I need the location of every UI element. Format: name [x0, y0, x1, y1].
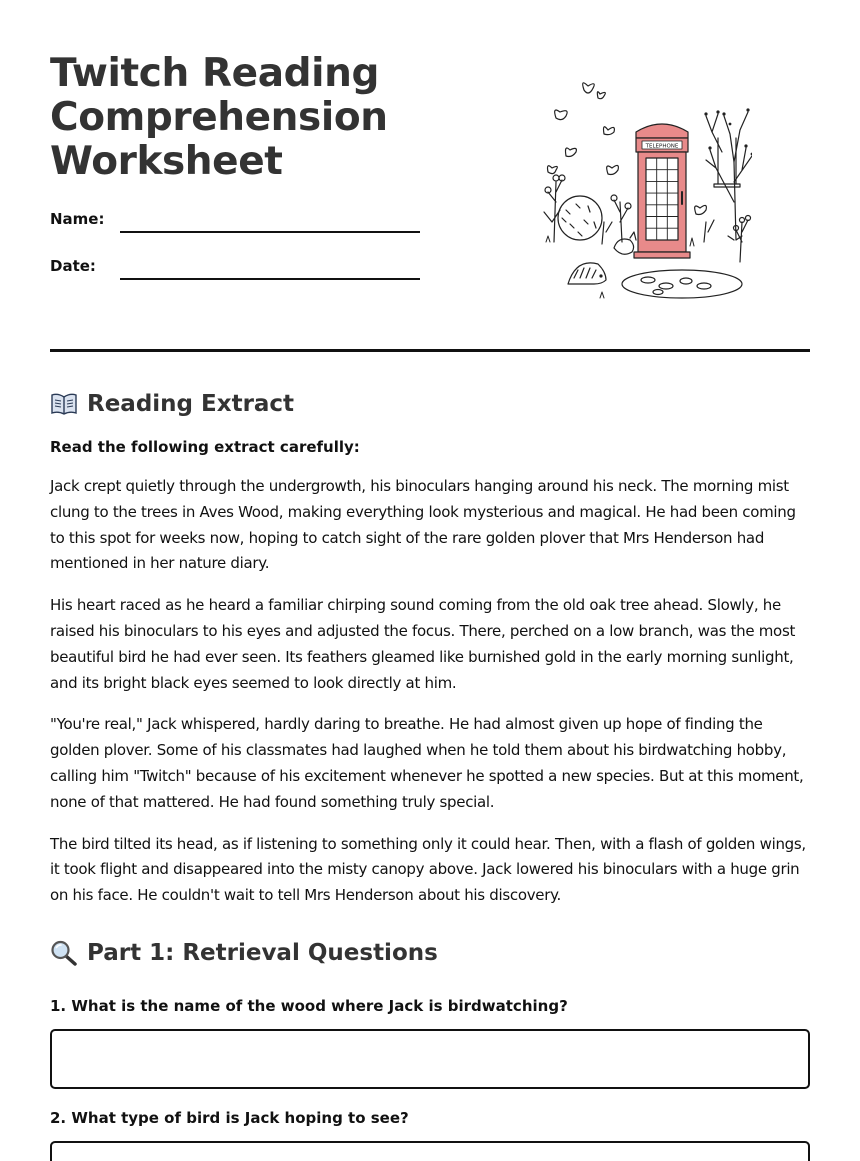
extract-paragraph: "You're real," Jack whispered, hardly daring to breathe. He had almost given up hope of finding the golden plover. Some of his classmates had laughed when he told them about his birdwatching hobby, calling him "Twitch" because of his excitement whenever he spotted a new species. But at this moment, none of that mattered. He had found something truly special.	[50, 715, 804, 811]
lily-pads	[641, 277, 711, 295]
reading-extract-section	[50, 380, 810, 909]
extract-paragraph: Jack crept quietly through the undergrowth, his binoculars hanging around his neck. The morning mist clung to the trees in Aves Wood, making everything look mysterious and magical. He had been coming to this spot for weeks now, hoping to catch sight of the rare golden plover that Mrs Henderson had mentioned in her nature diary.	[50, 477, 796, 573]
garden-illustration	[490, 72, 752, 302]
pond-shape	[622, 270, 742, 298]
extract-paragraph: His heart raced as he heard a familiar chirping sound coming from the old oak tree ahead. Slowly, he raised his binoculars to his eyes and adjusted the focus. There, perched on a low branch, was the most beautiful bird he had ever seen. Its feathers gleamed like burnished gold in the early morning sunlight, and its bright black eyes seemed to look directly at him.	[50, 596, 796, 692]
page-title: Twitch Reading Comprehension Worksheet	[50, 51, 388, 184]
question-2: 2. What type of bird is Jack hoping to see?	[50, 1108, 409, 1127]
date-field[interactable]	[120, 278, 420, 280]
name-field[interactable]	[120, 231, 420, 233]
extract-paragraph: The bird tilted its head, as if listening to something only it could hear. Then, with a flash of golden wings, it took flight and disappeared into the misty canopy above. Jack lowered his binoculars with a huge grin on his face. He couldn't wait to tell Mrs Henderson about his discovery.	[50, 834, 806, 905]
header-divider	[50, 349, 810, 352]
worksheet-content	[50, 380, 810, 1161]
retrieval-questions-section	[50, 929, 810, 1161]
name-label: Name:	[50, 210, 105, 228]
reading-extract-heading	[50, 380, 810, 428]
small-bird	[614, 232, 636, 254]
hedgehog	[568, 263, 606, 284]
question-1: 1. What is the name of the wood where Jack is birdwatching?	[50, 996, 568, 1015]
answer-box-1[interactable]	[50, 1029, 810, 1089]
telephone-booth	[634, 124, 690, 258]
reading-instruction: Read the following extract carefully:	[50, 438, 360, 456]
round-bush	[558, 196, 602, 240]
reading-extract-title: Reading Extract	[87, 391, 295, 417]
magnifying-glass-icon	[50, 940, 78, 966]
answer-box-2[interactable]	[50, 1141, 810, 1161]
retrieval-questions-heading	[50, 929, 810, 977]
date-label: Date:	[50, 257, 96, 275]
booth-sign: TELEPHONE	[645, 143, 679, 150]
open-book-icon	[50, 391, 78, 417]
retrieval-questions-title: Part 1: Retrieval Questions	[87, 939, 438, 966]
